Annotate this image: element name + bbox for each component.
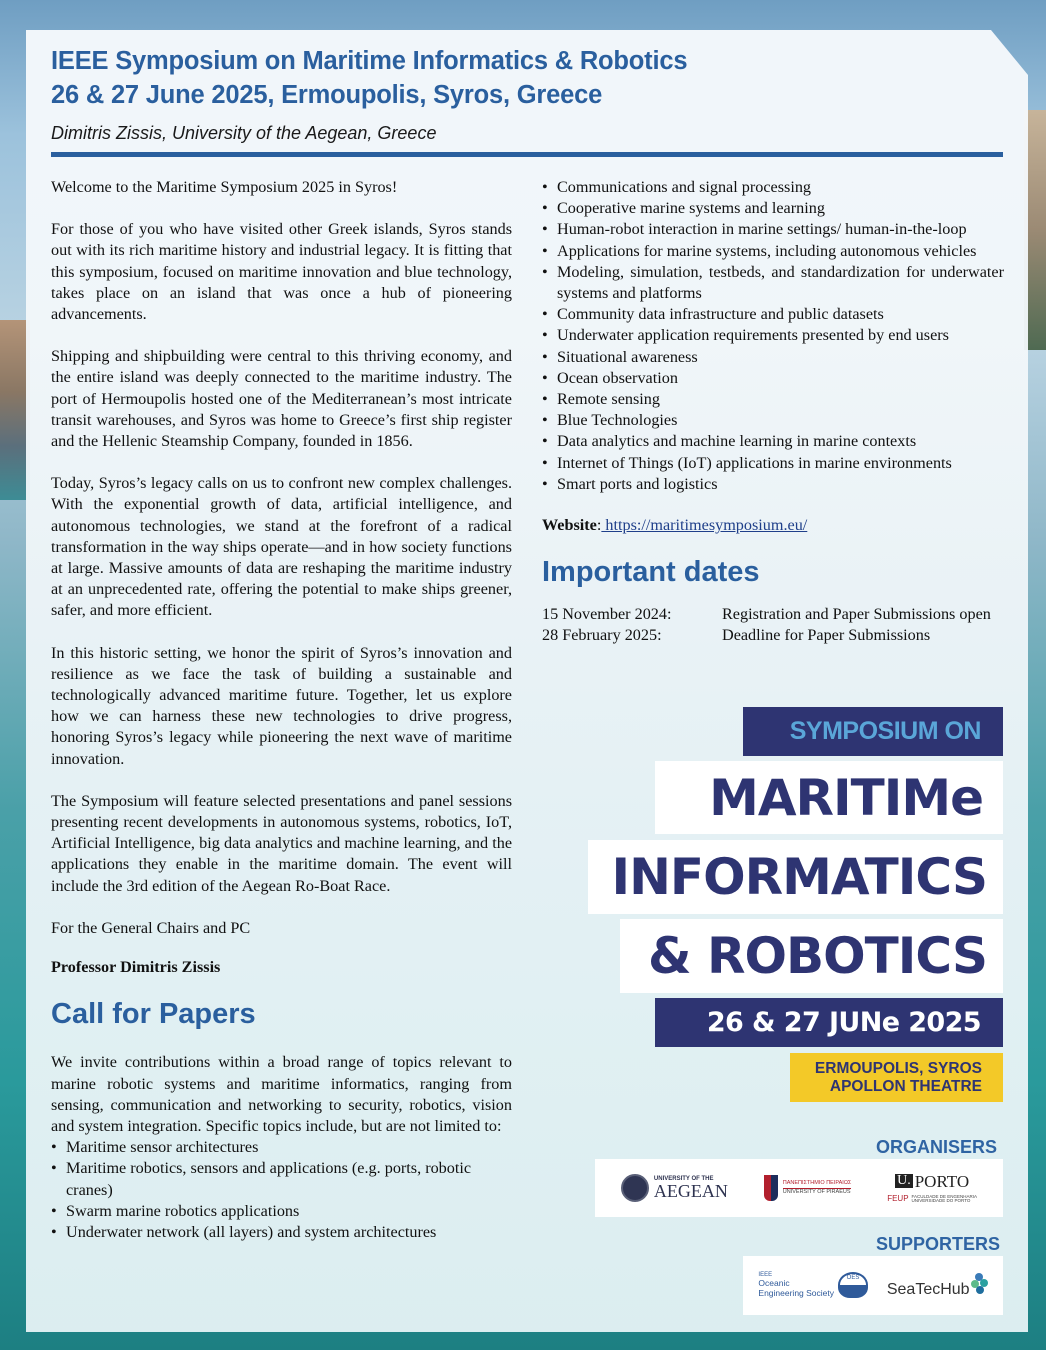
topics-list-left <box>51 1137 512 1243</box>
website-link[interactable]: https://maritimesymposium.eu/ <box>601 516 808 535</box>
website-label: Website <box>542 516 597 535</box>
header-divider <box>51 152 1003 157</box>
date-value: 28 February 2025: <box>542 626 662 645</box>
welcome-paragraph: For those of you who have visited other Greek islands, Syros stands out with its rich maritime history and industrial legacy. It is fitting that this symposium, focused on maritime innovation and blue technology, takes place on an island that was once a hub of pioneering advancements. <box>51 220 512 324</box>
organisers-label: ORGANISERS <box>876 1137 998 1157</box>
signature: Professor Dimitris Zissis <box>51 958 221 977</box>
university-aegean-logo: UNIVERSITY OF THE AEGEAN <box>621 1174 728 1202</box>
poster-robotics: & ROBOTICS <box>620 919 1003 993</box>
topic-item: • Situational awareness <box>542 347 1004 368</box>
topic-item: • Human-robot interaction in marine settings/ human-in-the-loop <box>542 219 1004 240</box>
topic-item: • Ocean observation <box>542 368 1004 389</box>
left-column <box>51 177 512 1243</box>
topic-item: • Communications and signal processing <box>542 177 1004 198</box>
supporters-logos <box>743 1256 1003 1315</box>
topic-item: • Underwater network (all layers) and system architectures <box>51 1222 512 1243</box>
welcome-paragraph: In this historic setting, we honor the spirit of Syros’s innovation and resilience as we face the task of building a sustainable and technologically advanced maritime future. Together, let us explore how we can harness these new technologies to drive progress, honoring Syros’s legacy while pioneering the next wave of maritime innovation. <box>51 643 512 768</box>
piraeus-shield-icon <box>764 1175 778 1201</box>
topic-item: • Modeling, simulation, testbeds, and standardization for underwater systems and platforms <box>542 262 1004 304</box>
title-line-2: 26 & 27 June 2025, Ermoupolis, Syros, Greece <box>51 81 603 109</box>
topic-item: • Data analytics and machine learning in marine contexts <box>542 431 1004 452</box>
welcome-paragraph: Shipping and shipbuilding were central to this thriving economy, and the entire island was deeply connected to the maritime industry. The port of Hermoupolis hosted one of the Mediterranean’s most intricate transit warehouses, and Syros was home to Greece’s first ship register and the Hellenic Steamship Company, founded in 1856. <box>51 347 512 451</box>
university-piraeus-logo: ΠΑΝΕΠΙΣΤΗΜΙΟ ΠΕΙΡΑΙΩΣ UNIVERSITY OF PIRAEUS <box>764 1175 852 1201</box>
poster-informatics: INFORMATICS <box>588 840 1003 914</box>
topic-item: • Remote sensing <box>542 389 1004 410</box>
oes-wave-icon: OES <box>838 1272 868 1298</box>
cfp-intro: We invite contributions within a broad range of topics relevant to marine robotic systems and maritime informatics, ranging from sensing, communication and networking to security, robotics, vision and system integration. Specific topics include, but are not limited to: <box>51 1053 512 1135</box>
topic-item: • Community data infrastructure and public datasets <box>542 304 1004 325</box>
call-for-papers-heading: Call for Papers <box>51 998 256 1031</box>
topic-item: • Maritime sensor architectures <box>51 1137 512 1158</box>
author-line: Dimitris Zissis, University of the Aegean, Greece <box>51 123 437 143</box>
topic-item: • Applications for marine systems, including autonomous vehicles <box>542 241 1004 262</box>
supporters-label: SUPPORTERS <box>876 1234 1001 1254</box>
topic-item: • Swarm marine robotics applications <box>51 1201 512 1222</box>
date-row <box>542 625 1004 646</box>
venue-line-2: APOLLON THEATRE <box>829 1077 982 1095</box>
topic-item: • Blue Technologies <box>542 410 1004 431</box>
welcome-paragraph: The Symposium will feature selected presentations and panel sessions presenting recent developments in autonomous systems, robotics, IoT, Artificial Intelligence, big data analytics and machine learning, and the applications they enable in the maritime domain. The event will include the 3rd edition of the Aegean Ro-Boat Race. <box>51 791 512 895</box>
background-town-left <box>0 320 30 500</box>
welcome-paragraph: Today, Syros’s legacy calls on us to confront new complex challenges. With the exponential growth of data, artificial intelligence, and autonomous technologies, we stand at the forefront of a radical transformation in the way ships operate—and in how society functions at large. Massive amounts of data are reshaping the maritime industry at an unprecedented rate, offering the potential to make ships greener, safer, and more efficient. <box>51 474 512 620</box>
venue-line-1: ERMOUPOLIS, SYROS <box>814 1059 982 1077</box>
welcome-paragraph: Welcome to the Maritime Symposium 2025 in Syros! <box>51 178 398 196</box>
topic-item: • Smart ports and logistics <box>542 474 1004 495</box>
topics-list-right <box>542 177 1004 495</box>
topic-item: • Maritime robotics, sensors and applications (e.g. ports, robotic cranes) <box>51 1158 512 1200</box>
topic-item: • Cooperative marine systems and learning <box>542 198 1004 219</box>
date-event: Registration and Paper Submissions open <box>722 605 991 624</box>
right-column <box>542 177 1004 647</box>
poster-maritime: MARITIMe <box>655 761 1003 834</box>
website-line: Website: https://maritimesymposium.eu/ <box>542 516 808 535</box>
title-line-1: IEEE Symposium on Maritime Informatics & Robotics <box>51 47 688 75</box>
poster-date: 26 & 27 JUNe 2025 <box>655 998 1003 1047</box>
page-title <box>51 44 1001 112</box>
seatechhub-logo: SeaTecHub <box>887 1273 988 1299</box>
topic-item: • Underwater application requirements presented by end users <box>542 325 1004 346</box>
important-dates-heading: Important dates <box>542 556 760 589</box>
poster-venue <box>790 1053 1003 1102</box>
date-row <box>542 604 1004 625</box>
university-porto-logo: U. PORTO FEUP FACULDADE DE ENGENHARIA UNIVERSIDADE DO PORTO <box>887 1171 978 1203</box>
closing-line: For the General Chairs and PC <box>51 918 251 937</box>
ieee-oes-logo: IEEE Oceanic Engineering Society OES <box>758 1272 868 1298</box>
poster-symposium-on: SYMPOSIUM ON <box>743 707 1003 756</box>
date-event: Deadline for Paper Submissions <box>722 626 931 645</box>
topic-item: • Internet of Things (IoT) applications in marine environments <box>542 453 1004 474</box>
seatechhub-flower-icon <box>970 1273 988 1299</box>
aegean-seal-icon <box>621 1174 649 1202</box>
organisers-logos <box>595 1159 1003 1217</box>
date-value: 15 November 2024: <box>542 605 672 624</box>
